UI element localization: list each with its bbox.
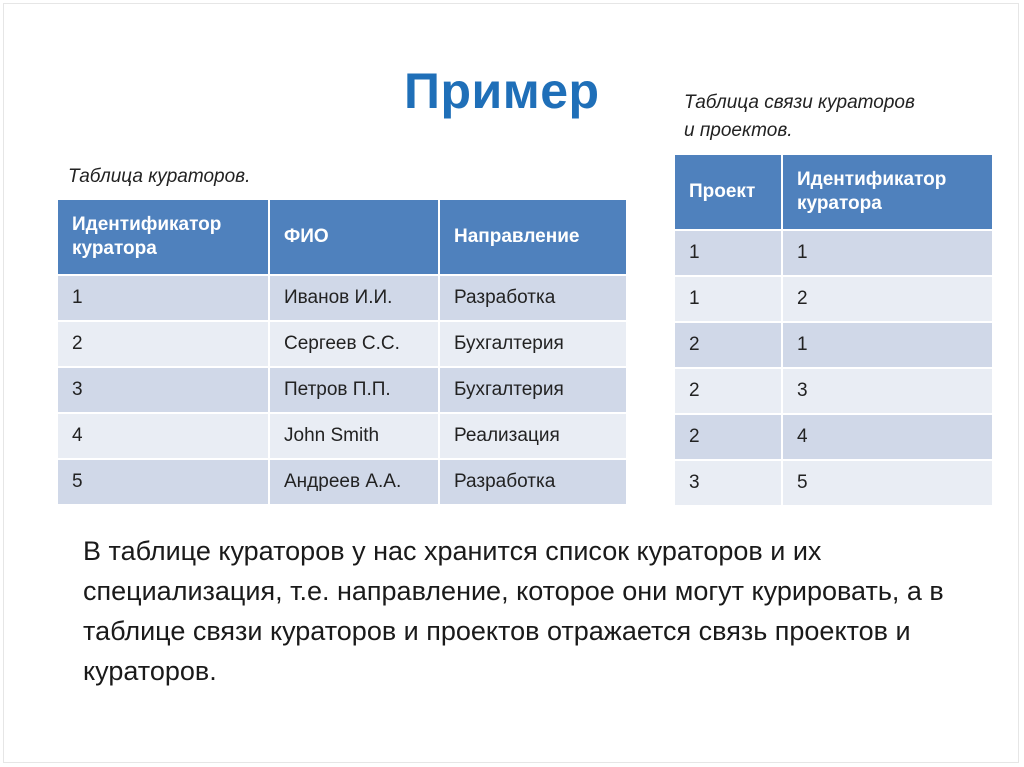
table-row	[675, 460, 992, 505]
curators-table-caption: Таблица кураторов.	[68, 166, 251, 187]
table-cell: John Smith	[269, 413, 439, 459]
table-cell: 5	[58, 459, 269, 504]
table-row	[58, 321, 626, 367]
table-cell: 2	[675, 414, 782, 460]
table-cell: 2	[675, 368, 782, 414]
slide-body-text: В таблице кураторов у нас хранится список кураторов и их специализация, т.е. направление, которое они могут курировать, а в таблице связи кураторов и проектов отражается связь проектов и кураторов.	[83, 536, 944, 686]
table-cell: Разработка	[439, 459, 626, 504]
links-caption-line-2: и проектов.	[684, 120, 793, 141]
links-table-caption	[684, 89, 1004, 145]
table-cell: 5	[782, 460, 992, 505]
table-cell: 2	[675, 322, 782, 368]
curators-header-direction: Направление	[439, 200, 626, 275]
table-cell: Разработка	[439, 275, 626, 321]
table-cell: 3	[58, 367, 269, 413]
table-cell: Петров П.П.	[269, 367, 439, 413]
curators-header-name: ФИО	[269, 200, 439, 275]
table-cell: Сергеев С.С.	[269, 321, 439, 367]
table-row	[58, 275, 626, 321]
table-cell: 2	[782, 276, 992, 322]
links-caption-line-1: Таблица связи кураторов	[684, 92, 915, 113]
table-cell: 4	[58, 413, 269, 459]
table-row	[675, 368, 992, 414]
links-header-row	[675, 155, 992, 230]
curators-header-id: Идентификатор куратора	[58, 200, 269, 275]
table-cell: 1	[675, 230, 782, 276]
table-cell: 3	[782, 368, 992, 414]
links-header-project: Проект	[675, 155, 782, 230]
links-header-curator-id: Идентификатор куратора	[782, 155, 992, 230]
table-row	[58, 413, 626, 459]
table-row	[675, 322, 992, 368]
table-cell: Бухгалтерия	[439, 367, 626, 413]
table-cell: 1	[675, 276, 782, 322]
table-cell: Иванов И.И.	[269, 275, 439, 321]
slide-title: Пример	[404, 63, 600, 119]
table-row	[675, 276, 992, 322]
table-cell: 1	[782, 322, 992, 368]
table-row	[675, 230, 992, 276]
table-cell: Реализация	[439, 413, 626, 459]
table-cell: 1	[782, 230, 992, 276]
curators-table	[58, 200, 626, 504]
curators-header-row	[58, 200, 626, 275]
links-table	[675, 155, 992, 505]
table-cell: 4	[782, 414, 992, 460]
table-row	[58, 459, 626, 504]
table-cell: Андреев А.А.	[269, 459, 439, 504]
table-cell: 1	[58, 275, 269, 321]
table-cell: Бухгалтерия	[439, 321, 626, 367]
table-row	[58, 367, 626, 413]
table-cell: 3	[675, 460, 782, 505]
table-cell: 2	[58, 321, 269, 367]
table-row	[675, 414, 992, 460]
